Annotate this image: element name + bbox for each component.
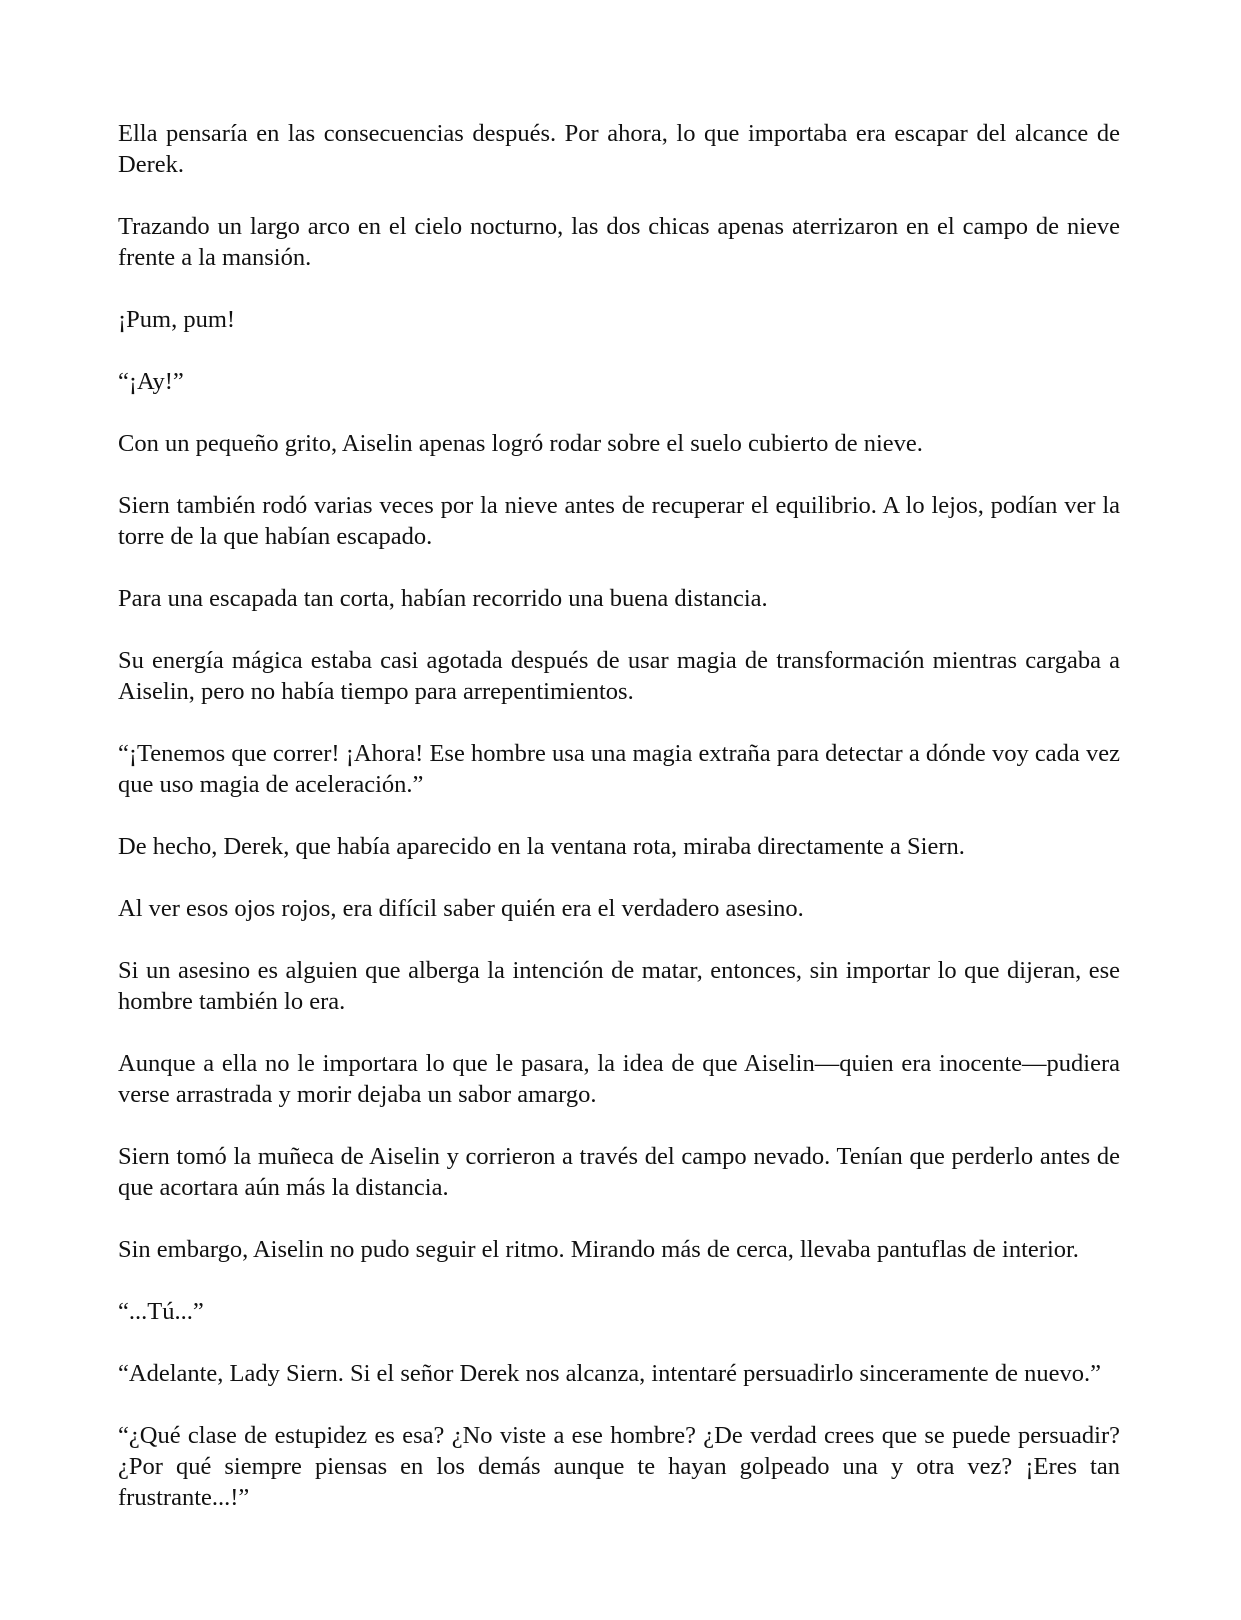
paragraph-18: “¿Qué clase de estupidez es esa? ¿No viste a ese hombre? ¿De verdad crees que se puede persuadir? ¿Por qué siempre piensas en los demás aunque te hayan golpeado una y otra vez? ¡Eres tan frustrante...!” xyxy=(118,1422,1120,1511)
paragraph-11: Al ver esos ojos rojos, era difícil saber quién era el verdadero asesino. xyxy=(118,895,804,922)
paragraph-13: Aunque a ella no le importara lo que le pasara, la idea de que Aiselin—quien era inocente—pudiera verse arrastrada y morir dejaba un sabor amargo. xyxy=(118,1050,1120,1108)
paragraph-10: De hecho, Derek, que había aparecido en la ventana rota, miraba directamente a Siern. xyxy=(118,833,965,860)
paragraph-15: Sin embargo, Aiselin no pudo seguir el ritmo. Mirando más de cerca, llevaba pantuflas de interior. xyxy=(118,1236,1079,1263)
paragraph-16: “...Tú...” xyxy=(118,1298,204,1325)
paragraph-5: Con un pequeño grito, Aiselin apenas logró rodar sobre el suelo cubierto de nieve. xyxy=(118,430,923,457)
paragraph-14: Siern tomó la muñeca de Aiselin y corrieron a través del campo nevado. Tenían que perderlo antes de que acortara aún más la distancia. xyxy=(118,1143,1120,1201)
paragraph-1: Ella pensaría en las consecuencias después. Por ahora, lo que importaba era escapar del alcance de Derek. xyxy=(118,120,1120,178)
paragraph-9: “¡Tenemos que correr! ¡Ahora! Ese hombre usa una magia extraña para detectar a dónde voy cada vez que uso magia de aceleración.” xyxy=(118,740,1120,798)
paragraph-12: Si un asesino es alguien que alberga la intención de matar, entonces, sin importar lo que dijeran, ese hombre también lo era. xyxy=(118,957,1120,1015)
paragraph-3: ¡Pum, pum! xyxy=(118,306,236,333)
paragraph-4: “¡Ay!” xyxy=(118,368,184,395)
document-page xyxy=(118,118,1120,1513)
paragraph-7: Para una escapada tan corta, habían recorrido una buena distancia. xyxy=(118,585,768,612)
paragraph-2: Trazando un largo arco en el cielo nocturno, las dos chicas apenas aterrizaron en el campo de nieve frente a la mansión. xyxy=(118,213,1120,271)
paragraph-17: “Adelante, Lady Siern. Si el señor Derek nos alcanza, intentaré persuadirlo sinceramente de nuevo.” xyxy=(118,1360,1102,1387)
paragraph-6: Siern también rodó varias veces por la nieve antes de recuperar el equilibrio. A lo lejos, podían ver la torre de la que habían escapado. xyxy=(118,492,1120,550)
paragraph-8: Su energía mágica estaba casi agotada después de usar magia de transformación mientras cargaba a Aiselin, pero no había tiempo para arrepentimientos. xyxy=(118,647,1120,705)
